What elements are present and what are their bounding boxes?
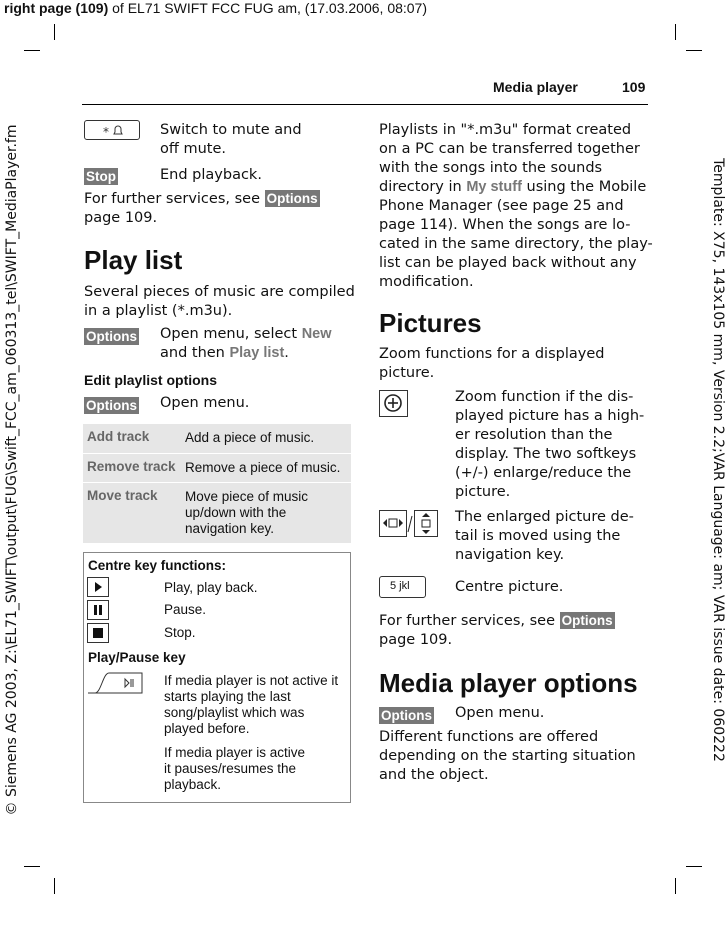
stop-icon — [87, 623, 109, 643]
mute-description — [160, 121, 302, 159]
crop-mark — [675, 24, 676, 40]
pp-line: played before. — [164, 721, 250, 736]
para-line: Playlists in "*.m3u" format created — [379, 122, 632, 138]
playlist-transfer-paragraph — [379, 121, 653, 292]
edit-playlist-heading: Edit playlist options — [84, 372, 218, 388]
copyright-path: © Siemens AG 2003, Z:\EL71_SWIFT\output\FUG\Swift_FCC_am_060313_tel\SWIFT_MediaPlayer.fm — [4, 124, 20, 816]
pp-line: If media player is not active it — [164, 673, 339, 688]
option-name: Remove track — [87, 459, 176, 474]
options-softkey — [84, 326, 139, 345]
intro-line: picture. — [379, 365, 435, 381]
crop-mark — [686, 866, 702, 867]
desc-line: Add a piece of music. — [185, 430, 315, 445]
file-stamp — [4, 0, 427, 16]
further-services-left — [84, 190, 354, 228]
desc-line: er resolution than the — [455, 427, 613, 443]
play-text: Play, play back. — [164, 580, 258, 595]
table-row — [83, 483, 351, 544]
crop-mark — [54, 878, 55, 894]
para-line: Different functions are offered — [379, 729, 599, 745]
svg-text:*: * — [103, 125, 109, 139]
desc-line: up/down with the — [185, 505, 287, 520]
para-line: modification. — [379, 274, 474, 290]
further-page: page 109. — [379, 632, 453, 648]
pp-line: song/playlist which was — [164, 705, 305, 720]
desc-line: Remove a piece of music. — [185, 460, 341, 475]
media-player-options-heading: Media player options — [379, 668, 638, 698]
desc-line: Zoom function if the dis- — [455, 389, 634, 405]
intro-line: Zoom functions for a displayed — [379, 346, 605, 362]
template-info: Template: X75, 143x105 mm, Version 2.2;VAR Language: am; VAR issue date: 060222 — [710, 158, 726, 762]
menu-play-list: Play list — [229, 345, 285, 361]
header-rule — [82, 104, 648, 105]
crop-mark — [675, 878, 676, 894]
para-line: page 114). When the songs are lo- — [379, 217, 631, 233]
option-desc — [183, 454, 351, 482]
play-pause-key-icon — [87, 672, 143, 698]
pp-line: it pauses/resumes the — [164, 761, 297, 776]
pp-line: starts playing the last — [164, 689, 291, 704]
file-stamp-bold: right page (109) — [4, 0, 109, 16]
para-text: directory in — [379, 179, 467, 195]
menu-new: New — [301, 326, 332, 342]
options-label: Options — [86, 398, 137, 413]
navigation-description — [455, 508, 634, 565]
centre-key-title: Centre key functions: — [88, 558, 227, 573]
play-pause-heading: Play/Pause key — [88, 650, 186, 665]
desc-line: (+/-) enlarge/reduce the — [455, 465, 632, 481]
pause-icon — [87, 600, 109, 620]
play-pause-active — [164, 745, 305, 793]
key-5-label: 5 jkl — [390, 580, 410, 592]
options-softkey — [84, 395, 139, 414]
desc-line: display. The two softkeys — [455, 446, 637, 462]
table-row — [83, 454, 351, 483]
option-name: Move track — [87, 488, 158, 503]
intro-line: in a playlist (*.m3u). — [84, 303, 233, 319]
running-header-title: Media player — [493, 79, 578, 95]
further-page: page 109. — [84, 210, 158, 226]
file-stamp-rest: of EL71 SWIFT FCC FUG am, (17.03.2006, 08:07) — [108, 0, 428, 16]
options-label: Options — [86, 329, 137, 344]
different-functions-paragraph — [379, 728, 636, 785]
para-line: on a PC can be transferred together — [379, 141, 640, 157]
page-number: 109 — [622, 79, 646, 95]
play-list-heading: Play list — [84, 245, 183, 275]
pictures-intro — [379, 345, 604, 383]
pause-text: Pause. — [164, 602, 207, 617]
instr-text: Open menu, select — [160, 326, 302, 342]
instr-text: and then — [160, 345, 230, 361]
desc-line: picture. — [455, 484, 511, 500]
crop-mark — [24, 866, 40, 867]
crop-mark — [24, 50, 40, 51]
options-label: Options — [561, 613, 613, 628]
para-line: list can be played back without any — [379, 255, 637, 271]
para-line: with the songs into the sounds — [379, 160, 603, 176]
further-services-right — [379, 612, 649, 650]
desc-line: played picture has a high- — [455, 408, 645, 424]
play-pause-inactive — [164, 673, 338, 737]
para-text: using the Mobile — [521, 179, 647, 195]
para-line: Phone Manager (see page 25 and — [379, 198, 624, 214]
table-row — [83, 424, 351, 454]
para-line: cated in the same directory, the play- — [379, 236, 653, 252]
zoom-icon — [379, 390, 409, 422]
play-list-intro — [84, 283, 355, 321]
further-text: For further services, see — [379, 613, 560, 629]
instr-text: . — [284, 345, 289, 361]
desc-line: Move piece of music — [185, 489, 309, 504]
options-label: Options — [381, 708, 432, 723]
open-menu-text: Open menu. — [455, 705, 545, 721]
desc-line: tail is moved using the — [455, 528, 621, 544]
pp-line: playback. — [164, 777, 222, 792]
stop-softkey — [84, 166, 118, 185]
playlist-options-table — [83, 424, 351, 544]
desc-line: navigation key. — [185, 521, 275, 536]
open-menu-text: Open menu. — [160, 395, 250, 411]
para-line: and the object. — [379, 767, 489, 783]
pictures-heading: Pictures — [379, 308, 482, 338]
star-bell-key-icon — [84, 120, 140, 140]
zoom-description — [455, 388, 644, 502]
my-stuff-link: My stuff — [466, 179, 522, 195]
stop-text: Stop. — [164, 625, 196, 640]
mute-text-line: off mute. — [160, 141, 227, 157]
mute-text-line: Switch to mute and — [160, 122, 302, 138]
play-icon — [87, 577, 109, 597]
desc-line: navigation key. — [455, 547, 565, 563]
pp-line: If media player is active — [164, 745, 306, 760]
option-name: Add track — [87, 429, 150, 444]
crop-mark — [686, 50, 702, 51]
para-line: depending on the starting situation — [379, 748, 636, 764]
stop-label: Stop — [86, 169, 116, 184]
option-desc — [183, 483, 351, 543]
intro-line: Several pieces of music are compiled — [84, 284, 355, 300]
further-text: For further services, see — [84, 191, 265, 207]
options-label: Options — [266, 191, 318, 206]
centre-key-box — [83, 552, 351, 803]
navigation-key-icon — [379, 510, 439, 542]
stop-description: End playback. — [160, 167, 262, 183]
crop-mark — [54, 24, 55, 40]
options-softkey — [379, 705, 434, 724]
new-playlist-instruction — [160, 325, 332, 363]
centre-picture-text: Centre picture. — [455, 579, 564, 595]
key-5-icon — [379, 576, 426, 598]
desc-line: The enlarged picture de- — [455, 509, 634, 525]
option-desc — [183, 424, 351, 453]
